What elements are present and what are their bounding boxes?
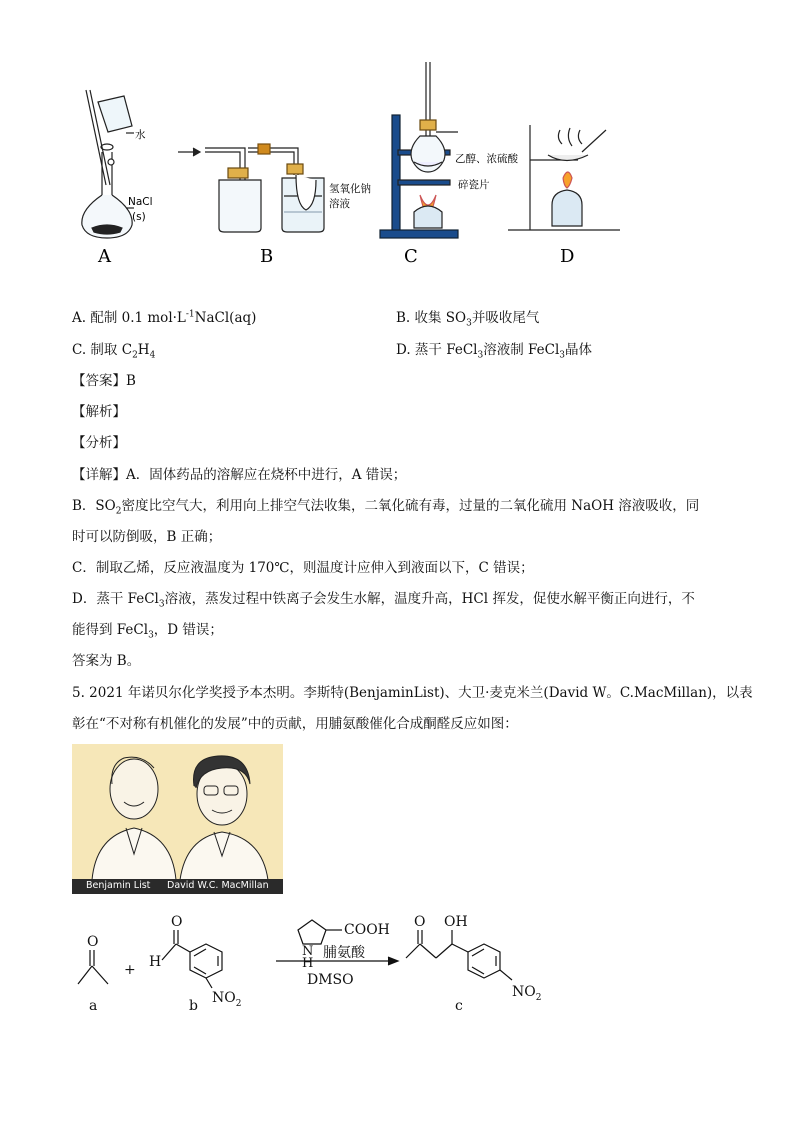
detail-d2-prefix: 能得到 FeCl <box>72 622 149 638</box>
caption-right: David W.C. MacMillan <box>167 880 269 891</box>
apparatus-a-drawing <box>82 90 134 238</box>
catalyst-name: 脯氨酸 <box>323 945 365 961</box>
answer-value: B <box>126 373 136 389</box>
product-c-hydroxyl: OH <box>444 914 468 930</box>
caption-left: Benjamin List <box>86 880 151 891</box>
option-d-suffix: 晶体 <box>565 342 593 358</box>
apparatus-b-drawing <box>178 144 324 232</box>
detail-d-line1: 溶液，蒸发过程中铁离子会发生水解，温度升高，HCl 挥发，促使水解平衡正向进行，不 <box>164 591 695 607</box>
laureates-portrait <box>72 744 283 880</box>
reactant-b-nitro-sub: 2 <box>235 999 242 1009</box>
option-d-sub1: 3 <box>477 350 484 361</box>
reactant-b-nitro-text: NO <box>212 990 236 1006</box>
apparatus-b-naoh-label-1: 氢氧化钠 <box>329 183 371 195</box>
product-c-nitro-text: NO <box>512 984 536 1000</box>
plus-sign: + <box>124 962 136 978</box>
detail-heading: 【详解】 <box>72 467 126 483</box>
apparatus-b-letter: B <box>260 246 274 267</box>
option-a-sup: -1 <box>185 309 195 320</box>
detail-line-b1 <box>72 494 699 517</box>
detail-b-line1: 密度比空气大，利用向上排空气法收集，二氧化硫有毒，过量的二氧化硫用 NaOH 溶液吸收，同 <box>121 498 700 514</box>
apparatus-d-drawing <box>508 125 620 230</box>
product-c-nitro-sub: 2 <box>535 993 542 1003</box>
fenxi-heading: 【分析】 <box>72 435 126 451</box>
detail-d-prefix: D．蒸干 FeCl <box>72 591 159 607</box>
apparatus-c-drawing <box>380 62 458 238</box>
solvent-label: DMSO <box>307 972 354 988</box>
option-a-suffix: NaCl(aq) <box>194 310 257 326</box>
product-c-oxygen: O <box>414 914 426 930</box>
label-c: c <box>455 998 463 1014</box>
portrait-caption <box>72 879 283 894</box>
detail-b-sub: 2 <box>115 506 122 517</box>
detail-b-prefix: B．SO <box>72 498 116 514</box>
detail-line-c: C．制取乙烯，反应液温度为 170℃，则温度计应伸入到液面以下，C 错误； <box>72 560 534 576</box>
reactant-b-oxygen: O <box>171 914 183 930</box>
apparatus-c-chips-label: 碎瓷片 <box>458 179 490 191</box>
option-b-suffix: 并吸收尾气 <box>471 310 540 326</box>
option-d-mid: 溶液制 FeCl <box>483 342 560 358</box>
option-b-prefix: B. 收集 SO <box>396 310 467 326</box>
catalyst-nitrogen: N <box>302 944 314 959</box>
label-b: b <box>189 998 198 1014</box>
option-c <box>72 338 155 361</box>
option-d <box>396 338 592 361</box>
apparatus-c-letter: C <box>404 246 418 267</box>
reaction-scheme <box>0 900 794 1030</box>
detail-line-b2: 时可以防倒吸，B 正确； <box>72 529 222 545</box>
detail-a-text: A．固体药品的溶解应在烧杯中进行，A 错误； <box>126 467 407 483</box>
detail-conclusion: 答案为 B。 <box>72 653 141 669</box>
apparatus-d-letter: D <box>560 246 575 267</box>
catalyst-cooh: COOH <box>344 922 390 938</box>
option-b-sub: 3 <box>466 318 472 329</box>
option-d-prefix: D. 蒸干 FeCl <box>396 342 478 358</box>
catalyst-hydrogen: H <box>302 956 314 971</box>
apparatus-a-nacl-label: NaCl <box>128 196 153 208</box>
option-c-mid: H <box>137 342 150 358</box>
apparatus-a-water-label: 水 <box>135 129 146 141</box>
analysis-heading: 【解析】 <box>72 404 126 420</box>
option-b <box>396 306 539 329</box>
reactant-b-nitro <box>212 990 241 1009</box>
option-a <box>72 306 256 326</box>
option-d-sub2: 3 <box>559 350 566 361</box>
detail-d2-suffix: ，D 错误； <box>153 622 223 638</box>
option-c-sub2: 4 <box>149 350 156 361</box>
option-c-prefix: C. 制取 C <box>72 342 133 358</box>
apparatus-c-reagent-label: 乙醇、浓硫酸 <box>455 153 518 165</box>
apparatus-b-naoh-label-2: 溶液 <box>329 198 350 210</box>
detail-line-d1 <box>72 587 695 610</box>
detail-line-d2 <box>72 618 223 641</box>
detail-d2-sub: 3 <box>148 630 154 641</box>
detail-d-sub: 3 <box>158 599 165 610</box>
option-a-prefix: A. 配制 0.1 mol·L <box>72 310 186 326</box>
reactant-a-oxygen: O <box>87 934 99 950</box>
answer-heading: 【答案】 <box>72 373 126 389</box>
product-c-nitro <box>512 984 541 1003</box>
answer-line <box>72 369 136 389</box>
question5-line2: 彰在“不对称有机催化的发展”中的贡献，用脯氨酸催化合成酮醛反应如图： <box>72 716 518 732</box>
apparatus-figure <box>0 0 794 270</box>
detail-line-a <box>72 463 406 483</box>
apparatus-a-letter: A <box>98 246 111 267</box>
apparatus-a-state-label: (s) <box>132 211 146 223</box>
reactant-b-hydrogen: H <box>149 954 162 970</box>
question5-line1: 5. 2021 年诺贝尔化学奖授予本杰明。李斯特(BenjaminList)、大卫·麦克米兰(David W。C.MacMillan)，以表 <box>72 685 753 701</box>
label-a: a <box>89 998 98 1014</box>
option-c-sub1: 2 <box>132 350 138 361</box>
